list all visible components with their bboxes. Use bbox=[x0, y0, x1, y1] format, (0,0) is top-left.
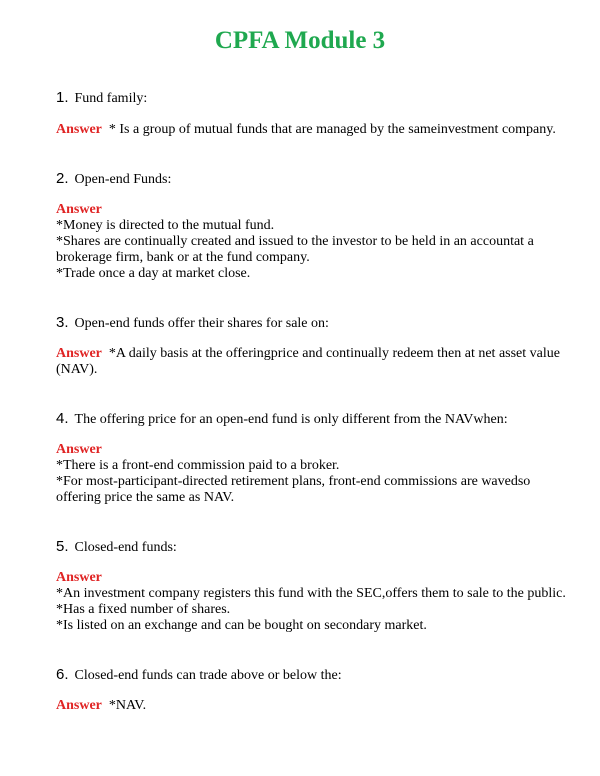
question-text: Open-end Funds: bbox=[74, 172, 172, 187]
answer-label: Answer bbox=[56, 122, 102, 137]
answer-label: Answer bbox=[56, 442, 102, 457]
answer-line: *Money is directed to the mutual fund. bbox=[56, 218, 275, 233]
question-4 bbox=[56, 410, 508, 429]
answer-line: *An investment company registers this fund with the SEC,offers them to sale to the public. bbox=[56, 586, 566, 601]
page-title: CPFA Module 3 bbox=[214, 27, 386, 54]
answer-label: Answer bbox=[56, 570, 102, 585]
answer-line: *Is listed on an exchange and can be bought on secondary market. bbox=[56, 618, 427, 633]
question-text: Open-end funds offer their shares for sale on: bbox=[74, 316, 329, 331]
question-6 bbox=[56, 666, 342, 685]
question-number: 1. bbox=[56, 89, 69, 106]
answer-1 bbox=[56, 122, 576, 138]
answer-3 bbox=[56, 346, 576, 378]
question-text: Closed-end funds: bbox=[74, 540, 177, 555]
answer-6 bbox=[56, 698, 576, 714]
question-number: 4. bbox=[56, 410, 69, 427]
answer-text: * Is a group of mutual funds that are managed by the sameinvestment company. bbox=[108, 122, 556, 137]
question-3 bbox=[56, 314, 329, 333]
answer-line: *Has a fixed number of shares. bbox=[56, 602, 231, 617]
answer-2 bbox=[56, 202, 576, 282]
answer-line: *Trade once a day at market close. bbox=[56, 266, 251, 281]
question-number: 5. bbox=[56, 538, 69, 555]
answer-line: *For most-participant-directed retirement plans, front-end commissions are wavedso offering price the same as NAV. bbox=[56, 474, 531, 505]
question-text: Closed-end funds can trade above or below the: bbox=[74, 668, 342, 683]
question-text: The offering price for an open-end fund is only different from the NAVwhen: bbox=[74, 412, 508, 427]
question-text: Fund family: bbox=[74, 91, 148, 106]
answer-label: Answer bbox=[56, 202, 102, 217]
answer-5 bbox=[56, 570, 576, 634]
answer-text: *NAV. bbox=[108, 698, 147, 713]
question-number: 3. bbox=[56, 314, 69, 331]
answer-line: *There is a front-end commission paid to a broker. bbox=[56, 458, 340, 473]
question-5 bbox=[56, 538, 177, 557]
answer-line: *Shares are continually created and issued to the investor to be held in an accountat a brokerage firm, bank or at the fund company. bbox=[56, 234, 534, 265]
answer-label: Answer bbox=[56, 346, 102, 361]
question-number: 2. bbox=[56, 170, 69, 187]
answer-text: *A daily basis at the offeringprice and continually redeem then at net asset value (NAV). bbox=[56, 346, 560, 377]
question-number: 6. bbox=[56, 666, 69, 683]
question-1 bbox=[56, 89, 147, 108]
answer-label: Answer bbox=[56, 698, 102, 713]
question-2 bbox=[56, 170, 171, 189]
answer-4 bbox=[56, 442, 576, 506]
